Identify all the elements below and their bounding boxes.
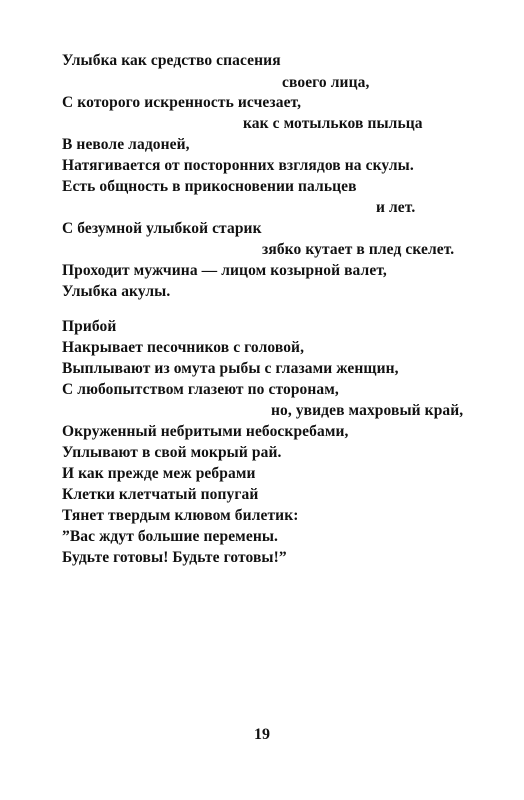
poem-line: Окруженный небритыми небоскребами, xyxy=(62,423,349,440)
poem-line: Будьте готовы! Будьте готовы!” xyxy=(62,549,287,566)
poem-line: С любопытством глазеют по сторонам, xyxy=(62,381,339,398)
poem-line: Тянет твердым клювом билетик: xyxy=(62,507,299,524)
poem-line: С безумной улыбкой старик xyxy=(62,220,262,237)
poem-line: Выплывают из омута рыбы с глазами женщин, xyxy=(62,360,399,377)
poem-line: С которого искренность исчезает, xyxy=(62,94,302,111)
page-number: 19 xyxy=(254,726,270,743)
poem-line: и лет. xyxy=(376,199,416,216)
poem-line: В неволе ладоней, xyxy=(62,136,190,153)
poem-line: Уплывают в свой мокрый рай. xyxy=(62,444,282,461)
poem-line: И как прежде меж ребрами xyxy=(62,465,256,482)
poem-line: Есть общность в прикосновении пальцев xyxy=(62,178,357,195)
poem-line: Улыбка как средство спасения xyxy=(62,52,281,69)
poem-line: Прибой xyxy=(62,318,117,335)
poem-line: Проходит мужчина — лицом козырной валет, xyxy=(62,262,387,279)
poem-line: как с мотыльков пыльца xyxy=(243,115,423,132)
poem-line: но, увидев махровый край, xyxy=(271,402,464,419)
poem-line: Клетки клетчатый попугай xyxy=(62,486,259,503)
poem-line: зябко кутает в плед скелет. xyxy=(262,241,455,258)
poem-line: своего лица, xyxy=(282,74,370,91)
poem-line: Натягивается от посторонних взглядов на скулы. xyxy=(62,157,414,174)
poem-line: Улыбка акулы. xyxy=(62,283,171,300)
poem-line: ”Вас ждут большие перемены. xyxy=(62,528,279,545)
poem-line: Накрывает песочников с головой, xyxy=(62,339,305,356)
